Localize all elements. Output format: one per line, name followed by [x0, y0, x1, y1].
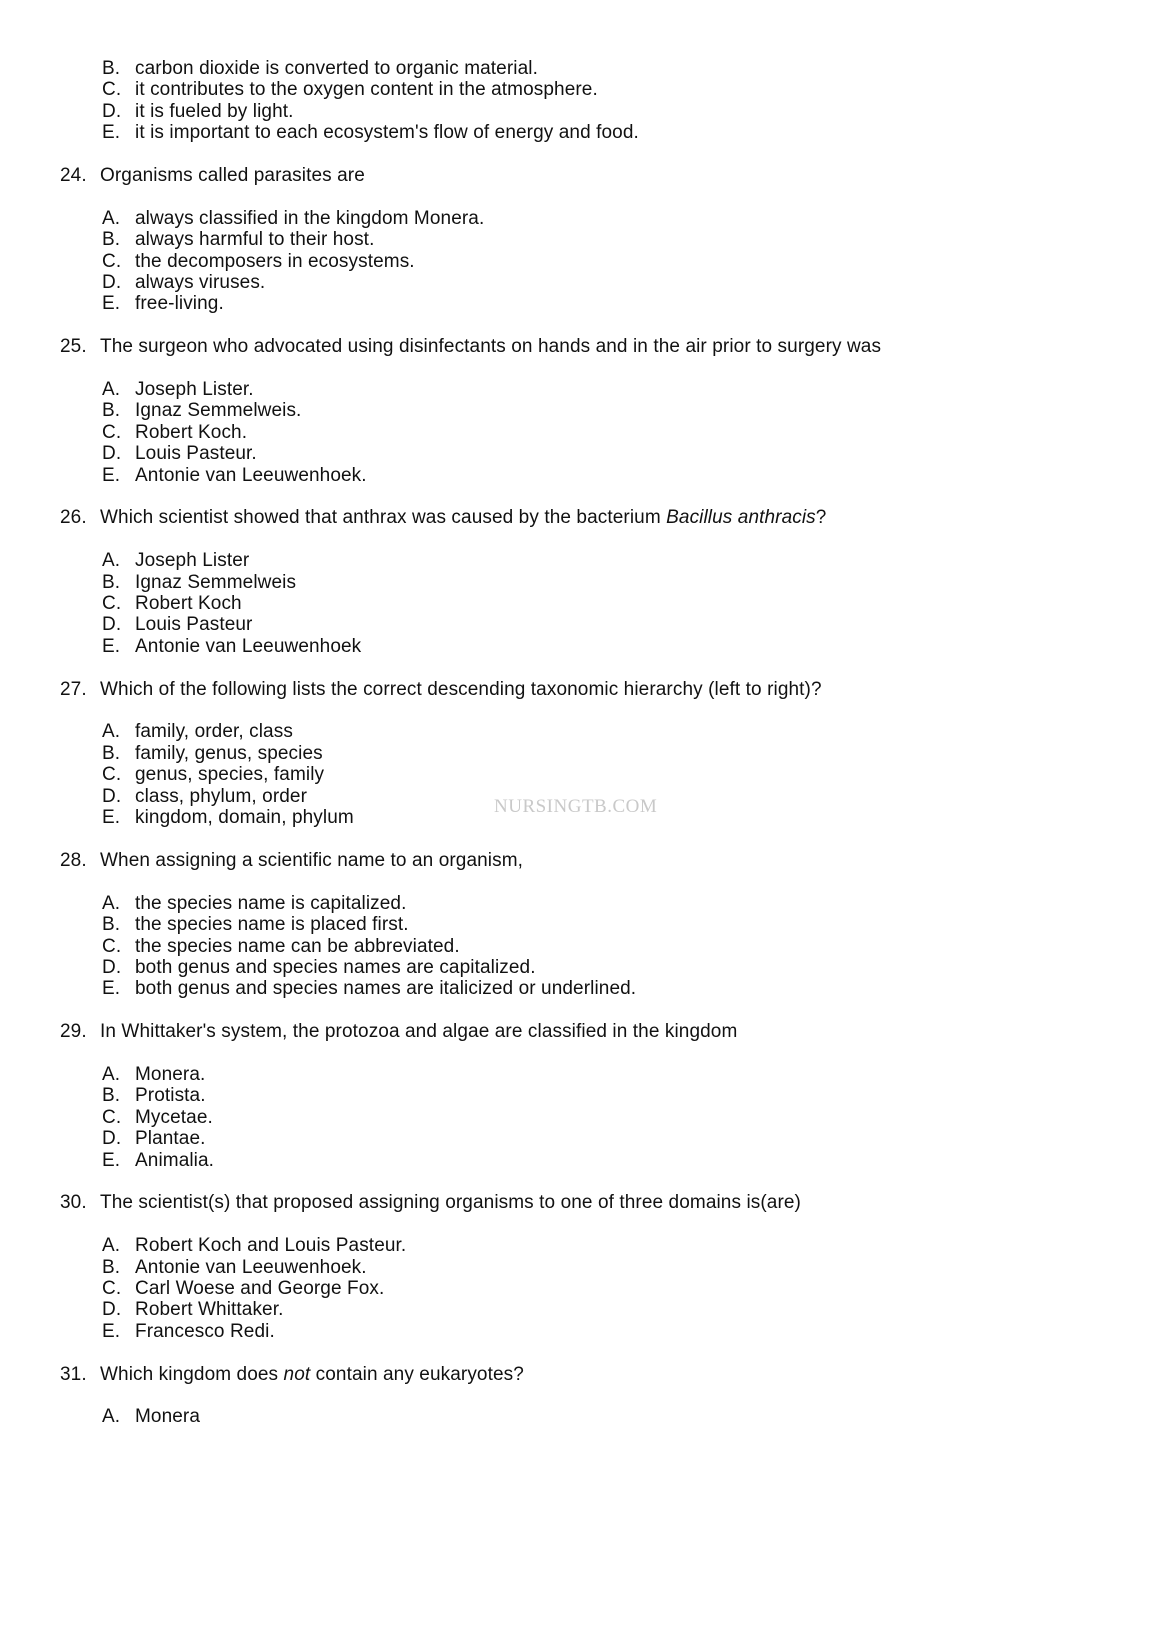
- option-text: [135, 786, 307, 807]
- question-line: [60, 336, 1127, 357]
- option-text-segment: always viruses.: [135, 272, 266, 294]
- option-letter: A.: [102, 1406, 121, 1428]
- option-text-segment: it is fueled by light.: [135, 100, 294, 122]
- option-text: [135, 1064, 205, 1085]
- option-text: [135, 807, 354, 828]
- question-block: [60, 336, 1127, 486]
- option-letter: A.: [102, 379, 121, 401]
- question-block: [60, 165, 1127, 315]
- option-text: [135, 79, 598, 100]
- option-row: [60, 550, 1127, 571]
- option-letter: A.: [102, 1063, 121, 1085]
- option-letter: B.: [102, 742, 121, 764]
- question-text-segment: Which scientist showed that anthrax was caused by the bacterium: [100, 507, 667, 529]
- option-text: [135, 58, 538, 79]
- option-text-segment: Robert Koch: [135, 593, 242, 615]
- option-text-segment: it contributes to the oxygen content in the atmosphere.: [135, 79, 598, 101]
- option-text: [135, 1406, 200, 1427]
- option-letter: A.: [102, 1235, 121, 1257]
- option-text-segment: the species name is capitalized.: [135, 892, 407, 914]
- option-letter: B.: [102, 229, 121, 251]
- option-row: [60, 1278, 1127, 1299]
- option-text: [135, 1107, 213, 1128]
- question-line: [60, 679, 1127, 700]
- option-letter: A.: [102, 550, 121, 572]
- option-row: [60, 721, 1127, 742]
- options-list: [60, 893, 1127, 1000]
- option-letter: C.: [102, 1106, 122, 1128]
- option-text: [135, 379, 254, 400]
- question-line: [60, 1021, 1127, 1042]
- question-block: [60, 1021, 1127, 1171]
- options-list: [60, 379, 1127, 486]
- option-row: [60, 572, 1127, 593]
- question-number: 28.: [60, 849, 87, 871]
- option-text-segment: Ignaz Semmelweis.: [135, 400, 302, 422]
- option-text-segment: Monera.: [135, 1063, 206, 1085]
- option-letter: D.: [102, 1128, 122, 1150]
- option-row: [60, 208, 1127, 229]
- option-row: [60, 293, 1127, 314]
- option-letter: B.: [102, 571, 121, 593]
- question-text-segment: The scientist(s) that proposed assigning organisms to one of three domains is(are): [100, 1192, 801, 1214]
- question-line: [60, 507, 1127, 528]
- option-letter: D.: [102, 956, 122, 978]
- option-text-segment: Animalia.: [135, 1149, 215, 1171]
- option-row: [60, 400, 1127, 421]
- option-text: [135, 293, 224, 314]
- question-text: [100, 507, 826, 528]
- option-row: [60, 936, 1127, 957]
- option-text-segment: family, genus, species: [135, 742, 323, 764]
- option-letter: C.: [102, 1277, 122, 1299]
- option-text: [135, 764, 324, 785]
- option-row: [60, 636, 1127, 657]
- question-text-segment: Which kingdom does: [100, 1363, 284, 1385]
- question-text-segment: Organisms called parasites are: [100, 165, 365, 187]
- option-letter: E.: [102, 807, 121, 829]
- options-list: [60, 58, 1127, 144]
- option-text: [135, 272, 265, 293]
- question-text: [100, 1364, 524, 1385]
- option-letter: A.: [102, 207, 121, 229]
- option-row: [60, 978, 1127, 999]
- option-text: [135, 465, 367, 486]
- option-text: [135, 1299, 283, 1320]
- option-text-segment: Joseph Lister.: [135, 379, 254, 401]
- option-letter: C.: [102, 764, 122, 786]
- option-row: [60, 465, 1127, 486]
- option-row: [60, 893, 1127, 914]
- option-row: [60, 251, 1127, 272]
- option-row: [60, 593, 1127, 614]
- question-number: 30.: [60, 1192, 87, 1214]
- question-block: [60, 507, 1127, 657]
- option-letter: C.: [102, 250, 122, 272]
- option-text: [135, 229, 374, 250]
- option-text: [135, 550, 249, 571]
- options-list: [60, 208, 1127, 315]
- option-row: [60, 422, 1127, 443]
- option-letter: C.: [102, 421, 122, 443]
- option-row: [60, 79, 1127, 100]
- option-text: [135, 957, 536, 978]
- option-letter: A.: [102, 892, 121, 914]
- option-text-segment: Carl Woese and George Fox.: [135, 1277, 385, 1299]
- option-text-segment: Louis Pasteur.: [135, 443, 257, 465]
- option-letter: B.: [102, 914, 121, 936]
- question-text-segment: The surgeon who advocated using disinfectants on hands and in the air prior to surgery was: [100, 336, 882, 358]
- options-list: [60, 1064, 1127, 1171]
- question-line: [60, 1364, 1127, 1385]
- question-text: [100, 850, 523, 871]
- option-row: [60, 764, 1127, 785]
- question-text-segment: When assigning a scientific name to an organism,: [100, 849, 524, 871]
- option-letter: B.: [102, 1256, 121, 1278]
- question-text-segment: ?: [815, 507, 827, 529]
- question-text-segment: In Whittaker's system, the protozoa and algae are classified in the kingdom: [100, 1021, 738, 1043]
- option-text-segment: genus, species, family: [135, 764, 325, 786]
- question-line: [60, 1192, 1127, 1213]
- question-number: 25.: [60, 336, 87, 358]
- option-text-segment: always classified in the kingdom Monera.: [135, 207, 485, 229]
- option-text: [135, 443, 257, 464]
- option-letter: D.: [102, 785, 122, 807]
- option-row: [60, 1128, 1127, 1149]
- option-text-segment: class, phylum, order: [135, 785, 308, 807]
- option-letter: D.: [102, 1299, 122, 1321]
- option-letter: D.: [102, 100, 122, 122]
- question-text: [100, 1021, 737, 1042]
- question-number: 26.: [60, 507, 87, 529]
- option-text-segment: carbon dioxide is converted to organic material.: [135, 58, 538, 79]
- question-number: 29.: [60, 1021, 87, 1043]
- option-text-segment: always harmful to their host.: [135, 229, 375, 251]
- question-text: [100, 336, 881, 357]
- question-text: [100, 679, 822, 700]
- option-text: [135, 122, 639, 143]
- option-text-segment: Monera: [135, 1406, 201, 1428]
- option-text-segment: Robert Whittaker.: [135, 1299, 284, 1321]
- option-text-segment: Ignaz Semmelweis: [135, 571, 297, 593]
- option-row: [60, 1321, 1127, 1342]
- option-row: [60, 1235, 1127, 1256]
- option-text: [135, 743, 323, 764]
- option-text: [135, 1235, 406, 1256]
- option-row: [60, 1150, 1127, 1171]
- option-text: [135, 422, 247, 443]
- option-letter: E.: [102, 635, 121, 657]
- option-letter: E.: [102, 293, 121, 315]
- option-text-segment: Antonie van Leeuwenhoek: [135, 635, 362, 657]
- option-letter: D.: [102, 443, 122, 465]
- option-text: [135, 636, 361, 657]
- question-text: [100, 1192, 801, 1213]
- watermark: NURSINGTB.COM: [494, 796, 658, 817]
- question-block: [60, 1364, 1127, 1428]
- option-text-segment: kingdom, domain, phylum: [135, 807, 354, 829]
- option-letter: B.: [102, 400, 121, 422]
- option-row: [60, 614, 1127, 635]
- question-block: [60, 1192, 1127, 1342]
- option-row: [60, 1406, 1127, 1427]
- option-text: [135, 1257, 367, 1278]
- question-line: [60, 850, 1127, 871]
- question-number: 27.: [60, 678, 87, 700]
- option-text-segment: Robert Koch and Louis Pasteur.: [135, 1235, 407, 1257]
- option-text: [135, 936, 460, 957]
- option-text-segment: it is important to each ecosystem's flow of energy and food.: [135, 122, 639, 144]
- option-row: [60, 58, 1127, 79]
- option-text-segment: free-living.: [135, 293, 224, 315]
- option-letter: E.: [102, 122, 121, 144]
- option-text: [135, 978, 636, 999]
- option-text-segment: both genus and species names are italicized or underlined.: [135, 978, 637, 1000]
- question-line: [60, 165, 1127, 186]
- option-text: [135, 400, 301, 421]
- option-text-segment: Antonie van Leeuwenhoek.: [135, 1256, 367, 1278]
- question-number: 31.: [60, 1363, 87, 1385]
- option-text: [135, 593, 242, 614]
- question-block: [60, 58, 1127, 144]
- option-text: [135, 1278, 384, 1299]
- option-text: [135, 572, 296, 593]
- option-text: [135, 1150, 214, 1171]
- option-letter: C.: [102, 79, 122, 101]
- option-letter: E.: [102, 464, 121, 486]
- option-text-segment: Louis Pasteur: [135, 614, 253, 636]
- option-row: [60, 957, 1127, 978]
- option-text: [135, 914, 409, 935]
- option-text: [135, 208, 484, 229]
- option-letter: B.: [102, 1085, 121, 1107]
- option-text-segment: Protista.: [135, 1085, 206, 1107]
- option-text-segment: Robert Koch.: [135, 421, 248, 443]
- option-letter: D.: [102, 614, 122, 636]
- question-text: [100, 165, 365, 186]
- option-letter: B.: [102, 58, 121, 79]
- option-text-segment: the decomposers in ecosystems.: [135, 250, 415, 272]
- question-text-segment: not: [283, 1363, 311, 1385]
- question-block: [60, 850, 1127, 1000]
- question-number: 24.: [60, 165, 87, 187]
- option-text: [135, 1128, 206, 1149]
- option-text-segment: the species name can be abbreviated.: [135, 935, 460, 957]
- option-row: [60, 1064, 1127, 1085]
- option-row: [60, 743, 1127, 764]
- option-letter: C.: [102, 593, 122, 615]
- option-row: [60, 379, 1127, 400]
- option-text-segment: the species name is placed first.: [135, 914, 409, 936]
- option-letter: E.: [102, 1149, 121, 1171]
- question-text-segment: contain any eukaryotes?: [310, 1363, 524, 1385]
- option-row: [60, 1299, 1127, 1320]
- option-row: [60, 1257, 1127, 1278]
- option-text: [135, 721, 293, 742]
- option-letter: E.: [102, 1320, 121, 1342]
- option-row: [60, 443, 1127, 464]
- option-row: [60, 229, 1127, 250]
- option-text-segment: Antonie van Leeuwenhoek.: [135, 464, 367, 486]
- options-list: [60, 1235, 1127, 1342]
- option-text: [135, 614, 252, 635]
- option-text-segment: Francesco Redi.: [135, 1320, 275, 1342]
- option-text: [135, 1085, 206, 1106]
- option-text-segment: Joseph Lister: [135, 550, 250, 572]
- option-text: [135, 893, 406, 914]
- question-text-segment: Which of the following lists the correct descending taxonomic hierarchy (left to right)?: [100, 678, 822, 700]
- option-text-segment: family, order, class: [135, 721, 293, 743]
- option-text: [135, 251, 415, 272]
- options-list: [60, 1406, 1127, 1427]
- option-row: [60, 1107, 1127, 1128]
- option-letter: C.: [102, 935, 122, 957]
- question-text-segment: Bacillus anthracis: [666, 507, 816, 529]
- option-text-segment: Plantae.: [135, 1128, 206, 1150]
- option-row: [60, 272, 1127, 293]
- option-row: [60, 122, 1127, 143]
- option-text-segment: Mycetae.: [135, 1106, 213, 1128]
- option-text: [135, 101, 294, 122]
- option-row: [60, 101, 1127, 122]
- option-text: [135, 1321, 275, 1342]
- option-letter: D.: [102, 272, 122, 294]
- option-letter: A.: [102, 721, 121, 743]
- options-list: [60, 550, 1127, 657]
- option-row: [60, 1085, 1127, 1106]
- option-text-segment: both genus and species names are capitalized.: [135, 956, 536, 978]
- option-row: [60, 914, 1127, 935]
- option-letter: E.: [102, 978, 121, 1000]
